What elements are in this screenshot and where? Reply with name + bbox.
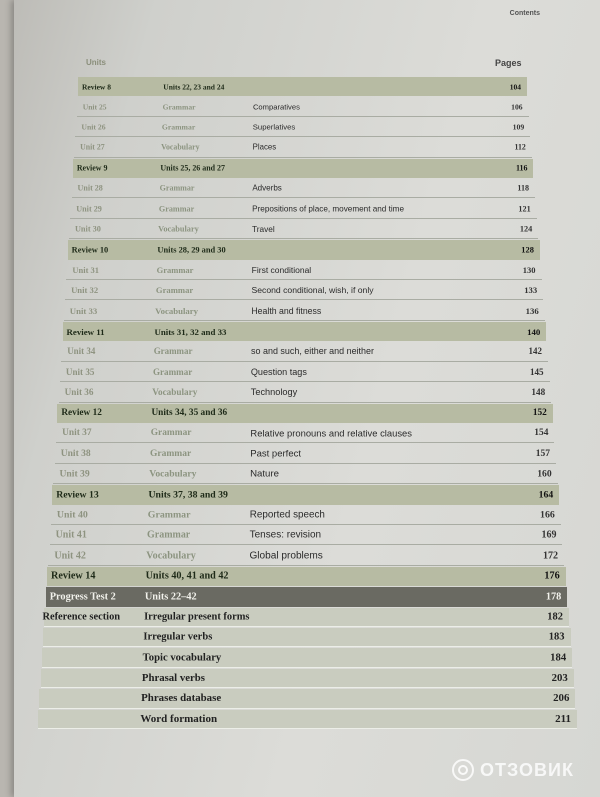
page-number: 112 <box>514 142 526 152</box>
unit-title: Adverbs <box>252 183 282 193</box>
page-number: 164 <box>538 489 554 501</box>
unit-row <box>61 342 548 361</box>
review-label: Review 9 <box>76 163 108 173</box>
page-number: 184 <box>550 652 567 664</box>
page-number: 176 <box>544 570 560 582</box>
unit-title: First conditional <box>251 264 312 275</box>
unit-row <box>48 546 564 565</box>
page-number: 104 <box>509 82 521 92</box>
unit-category: Grammar <box>147 529 191 541</box>
review-label: Review 14 <box>51 570 96 582</box>
page-number: 178 <box>545 591 562 603</box>
page-number: 145 <box>529 366 544 377</box>
unit-category: Vocabulary <box>149 468 197 480</box>
page-number: 154 <box>534 428 549 439</box>
review-row <box>47 567 566 586</box>
review-row <box>52 485 559 504</box>
review-label: Review 10 <box>71 245 109 255</box>
unit-category: Grammar <box>152 366 193 377</box>
unit-code: Unit 31 <box>72 264 100 275</box>
unit-category: Grammar <box>153 346 193 357</box>
reference-row <box>44 608 568 627</box>
reference-row <box>41 669 574 688</box>
unit-category: Vocabulary <box>158 224 199 234</box>
review-label: Review 12 <box>61 408 102 419</box>
unit-row <box>65 281 543 300</box>
reference-row <box>43 628 570 647</box>
unit-row <box>55 444 556 463</box>
unit-code: Unit 33 <box>69 305 98 316</box>
unit-code: Unit 36 <box>64 387 94 398</box>
unit-code: Unit 35 <box>65 366 95 377</box>
unit-category: Grammar <box>147 509 191 521</box>
unit-code: Unit 28 <box>77 183 103 193</box>
reference-row <box>39 689 575 708</box>
unit-title: Tenses: revision <box>249 529 322 541</box>
unit-title: Global problems <box>249 550 323 562</box>
running-head: Contents <box>509 10 540 17</box>
progress-test-row <box>46 587 568 606</box>
review-units: Units 34, 35 and 36 <box>151 408 228 419</box>
unit-category: Grammar <box>158 204 195 214</box>
page-number: 130 <box>522 264 536 275</box>
unit-category: Grammar <box>159 183 195 193</box>
units-column-header: Units <box>86 58 106 67</box>
unit-row <box>60 363 550 382</box>
review-row <box>63 322 547 341</box>
review-label: Review 13 <box>56 489 99 501</box>
review-label: Review 8 <box>82 82 111 92</box>
unit-row <box>59 383 552 402</box>
page-number: 133 <box>524 285 538 296</box>
unit-row <box>50 526 563 545</box>
unit-category: Grammar <box>150 428 192 439</box>
review-units: Units 22, 23 and 24 <box>163 82 225 92</box>
unit-code: Unit 29 <box>76 204 102 214</box>
unit-row <box>69 220 538 239</box>
unit-title: Superlatives <box>252 122 296 132</box>
unit-row <box>77 97 529 116</box>
unit-title: Reported speech <box>249 509 325 521</box>
page-number: 166 <box>540 509 555 521</box>
page-number: 124 <box>519 224 533 234</box>
unit-title: Health and fitness <box>251 305 322 316</box>
unit-title: so and such, either and neither <box>251 346 374 357</box>
unit-category: Vocabulary <box>155 305 199 316</box>
page-number: 106 <box>511 102 523 112</box>
reference-title: Phrases database <box>141 692 222 705</box>
unit-code: Unit 34 <box>67 346 96 357</box>
review-row <box>73 159 534 178</box>
unit-row <box>53 465 557 484</box>
unit-code: Unit 42 <box>54 550 86 562</box>
unit-title: Past perfect <box>250 448 302 460</box>
unit-category: Grammar <box>156 264 194 275</box>
review-units: Units 25, 26 and 27 <box>160 163 225 173</box>
page-number: 121 <box>518 204 531 214</box>
page-number: 157 <box>535 448 551 459</box>
reference-title: Irregular verbs <box>143 631 213 643</box>
unit-row <box>72 179 536 198</box>
unit-category: Grammar <box>162 102 196 112</box>
page-number: 116 <box>515 163 528 173</box>
unit-row <box>75 118 530 137</box>
reference-row <box>38 710 577 729</box>
watermark <box>452 759 574 781</box>
pages-column-header: Pages <box>495 58 522 68</box>
unit-category: Grammar <box>161 122 196 132</box>
review-row <box>78 77 527 96</box>
unit-title: Comparatives <box>252 102 300 112</box>
reference-title: Topic vocabulary <box>142 652 222 664</box>
review-label: Review 11 <box>66 326 105 337</box>
page-number: 128 <box>521 245 534 255</box>
otzovik-logo-icon <box>452 759 474 781</box>
unit-title: Nature <box>250 468 279 480</box>
page-number: 136 <box>525 305 539 316</box>
unit-code: Unit 40 <box>56 509 88 521</box>
unit-category: Grammar <box>155 285 194 296</box>
unit-code: Unit 41 <box>55 529 87 541</box>
page-number: 182 <box>547 611 563 623</box>
unit-code: Unit 26 <box>81 122 106 132</box>
review-units: Units 28, 29 and 30 <box>157 245 226 255</box>
unit-title: Prepositions of place, movement and time <box>252 204 405 214</box>
reference-row <box>42 648 572 667</box>
unit-code: Unit 32 <box>71 285 99 296</box>
unit-row <box>51 506 561 525</box>
unit-category: Vocabulary <box>152 387 198 398</box>
reference-title: Irregular present forms <box>144 611 250 623</box>
unit-category: Vocabulary <box>161 142 200 152</box>
page-number: 203 <box>551 671 568 684</box>
unit-title: Technology <box>250 387 298 398</box>
review-row <box>68 240 540 259</box>
unit-category: Vocabulary <box>146 550 196 562</box>
page-number: 148 <box>531 387 546 398</box>
unit-title: Places <box>252 142 277 152</box>
unit-code: Unit 39 <box>59 468 90 480</box>
page-number: 160 <box>537 468 552 480</box>
unit-row <box>56 424 554 443</box>
unit-row <box>66 261 541 280</box>
unit-title: Relative pronouns and relative clauses <box>250 427 412 439</box>
review-row <box>57 404 552 423</box>
page-number: 142 <box>528 346 542 357</box>
progress-test-units: Units 22–42 <box>144 591 197 603</box>
page-number: 169 <box>541 529 557 541</box>
unit-category: Grammar <box>150 448 192 459</box>
unit-title: Question tags <box>250 366 307 377</box>
unit-code: Unit 37 <box>62 428 92 439</box>
reference-title: Word formation <box>140 712 218 725</box>
unit-code: Unit 27 <box>80 142 105 152</box>
reference-section-label: Reference section <box>42 611 121 623</box>
page-number: 172 <box>542 550 559 562</box>
unit-row <box>74 138 532 157</box>
page-number: 211 <box>555 712 571 725</box>
unit-code: Unit 38 <box>60 448 91 459</box>
page-number: 206 <box>553 692 570 705</box>
page-number: 118 <box>517 183 530 193</box>
unit-title: Travel <box>251 224 275 235</box>
watermark-text: ОТЗОВИК <box>480 759 574 780</box>
review-units: Units 31, 32 and 33 <box>154 326 227 337</box>
unit-row <box>64 301 545 320</box>
page-number: 140 <box>527 326 541 337</box>
page-number: 109 <box>512 122 525 132</box>
unit-code: Unit 25 <box>82 102 107 112</box>
unit-code: Unit 30 <box>74 224 101 234</box>
review-units: Units 40, 41 and 42 <box>145 570 229 582</box>
progress-test-label: Progress Test 2 <box>49 591 116 603</box>
review-units: Units 37, 38 and 39 <box>148 489 228 501</box>
page-number: 183 <box>548 631 565 643</box>
reference-title: Phrasal verbs <box>141 671 205 684</box>
page-number: 152 <box>532 408 547 419</box>
unit-title: Second conditional, wish, if only <box>251 285 374 296</box>
unit-row <box>70 199 536 218</box>
